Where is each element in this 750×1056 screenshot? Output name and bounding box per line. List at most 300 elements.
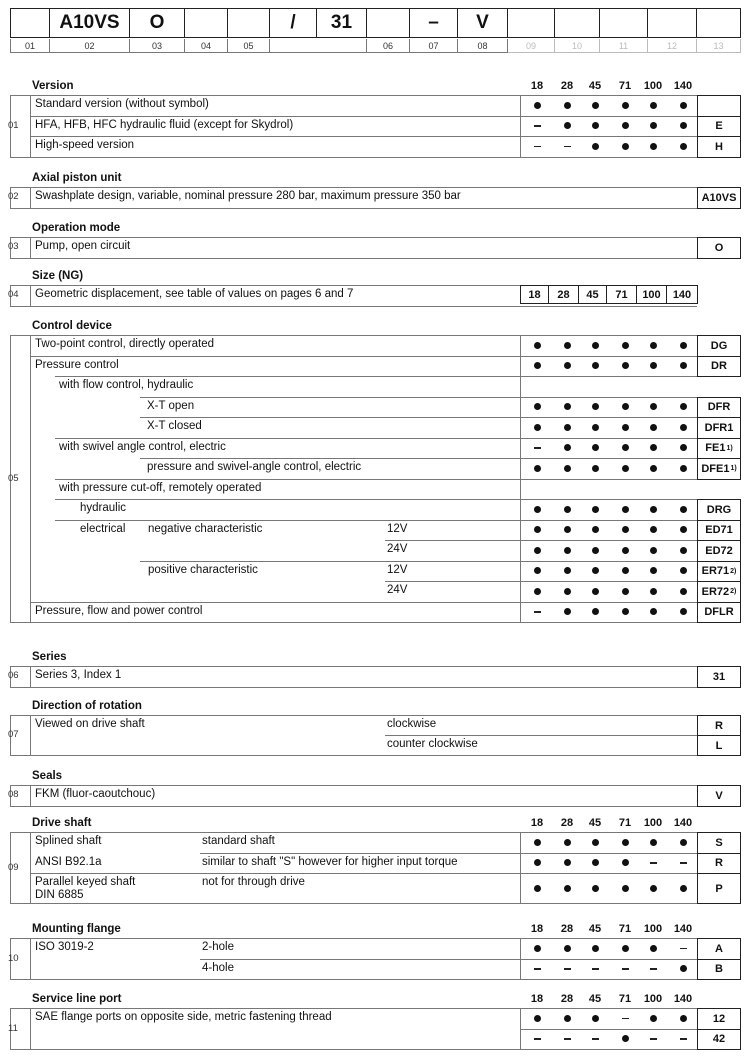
dot-icon bbox=[680, 424, 687, 431]
size-box: 140 bbox=[666, 285, 698, 304]
row-label: Geometric displacement, see table of values on pages 6 and 7 bbox=[35, 288, 354, 300]
filled-dot bbox=[610, 942, 640, 954]
dot-icon bbox=[680, 403, 687, 410]
section-title: Axial piston unit bbox=[32, 172, 122, 184]
dash-icon bbox=[680, 862, 687, 864]
frame-num-divider bbox=[30, 187, 31, 208]
dot-icon bbox=[592, 342, 599, 349]
filled-dot bbox=[580, 99, 610, 111]
filled-dot bbox=[552, 544, 582, 556]
dot-icon bbox=[564, 547, 571, 554]
filled-dot bbox=[610, 544, 640, 556]
dot-icon bbox=[592, 945, 599, 952]
filled-dot bbox=[580, 836, 610, 848]
size-header: 140 bbox=[673, 993, 693, 1005]
dash-icon bbox=[564, 1038, 571, 1040]
size-header: 100 bbox=[643, 923, 663, 935]
dot-icon bbox=[592, 403, 599, 410]
filled-dot bbox=[610, 882, 640, 894]
dot-icon bbox=[534, 342, 541, 349]
frame-bottom bbox=[10, 687, 697, 688]
dot-icon bbox=[592, 122, 599, 129]
code-box bbox=[697, 116, 741, 138]
size-header: 100 bbox=[643, 817, 663, 829]
row-sublabel: counter clockwise bbox=[387, 738, 478, 750]
section-title: Drive shaft bbox=[32, 817, 92, 829]
filled-dot bbox=[610, 120, 640, 132]
filled-dot bbox=[522, 544, 552, 556]
code-box bbox=[697, 1008, 741, 1030]
dot-icon bbox=[622, 362, 629, 369]
row-label: HFA, HFB, HFC hydraulic fluid (except for Skydrol) bbox=[35, 118, 294, 131]
marks-divider bbox=[520, 832, 521, 903]
code-text: 42 bbox=[712, 1033, 726, 1046]
dot-icon bbox=[534, 526, 541, 533]
dot-icon bbox=[534, 362, 541, 369]
size-header: 28 bbox=[560, 80, 574, 92]
frame-bottom bbox=[10, 979, 697, 980]
dot-icon bbox=[592, 885, 599, 892]
filled-dot bbox=[638, 836, 668, 848]
filled-dot bbox=[610, 360, 640, 372]
filled-dot bbox=[552, 503, 582, 515]
filled-dot bbox=[522, 462, 552, 474]
code-box bbox=[697, 602, 741, 624]
dot-icon bbox=[622, 588, 629, 595]
code-box bbox=[185, 8, 228, 38]
row-divider bbox=[30, 136, 697, 137]
dot-icon bbox=[564, 608, 571, 615]
frame-top bbox=[10, 237, 697, 238]
filled-dot bbox=[552, 565, 582, 577]
row-divider bbox=[140, 417, 697, 418]
filled-dot bbox=[552, 99, 582, 111]
frame-top bbox=[10, 938, 697, 939]
position-number: 06 bbox=[367, 39, 410, 53]
filled-dot bbox=[552, 942, 582, 954]
filled-dot bbox=[668, 140, 698, 152]
row-label: Standard version (without symbol) bbox=[35, 98, 209, 110]
frame-top bbox=[10, 715, 697, 716]
row-label: SAE flange ports on opposite side, metric fastening thread bbox=[35, 1011, 332, 1023]
section-number: 02 bbox=[8, 191, 19, 203]
row-divider bbox=[200, 959, 697, 960]
dot-icon bbox=[564, 424, 571, 431]
dot-icon bbox=[534, 567, 541, 574]
row-divider bbox=[55, 438, 697, 439]
dash-icon bbox=[534, 146, 541, 148]
filled-dot bbox=[610, 99, 640, 111]
row-sublabel: 4-hole bbox=[202, 961, 234, 974]
filled-dot bbox=[668, 442, 698, 454]
filled-dot bbox=[638, 1012, 668, 1024]
filled-dot bbox=[610, 585, 640, 597]
dot-icon bbox=[592, 424, 599, 431]
code-box: – bbox=[410, 8, 458, 38]
filled-dot bbox=[668, 360, 698, 372]
dot-icon bbox=[680, 526, 687, 533]
filled-dot bbox=[552, 606, 582, 618]
row-label: with pressure cut-off, remotely operated bbox=[59, 481, 262, 494]
dash-mark bbox=[638, 857, 668, 869]
dot-icon bbox=[650, 1015, 657, 1022]
dash-mark bbox=[522, 442, 552, 454]
dash-icon bbox=[680, 1038, 687, 1040]
size-box: 28 bbox=[548, 285, 579, 304]
filled-dot bbox=[580, 442, 610, 454]
frame-top bbox=[10, 666, 697, 667]
frame-bottom bbox=[10, 755, 697, 756]
row-divider bbox=[200, 853, 697, 854]
dash-icon bbox=[534, 1038, 541, 1040]
dot-icon bbox=[650, 526, 657, 533]
row-label: ANSI B92.1a bbox=[35, 855, 102, 868]
filled-dot bbox=[522, 836, 552, 848]
dot-icon bbox=[534, 547, 541, 554]
code-text: R bbox=[715, 857, 723, 870]
dot-icon bbox=[564, 839, 571, 846]
filled-dot bbox=[580, 140, 610, 152]
dot-icon bbox=[650, 885, 657, 892]
code-box bbox=[697, 832, 741, 854]
filled-dot bbox=[610, 606, 640, 618]
frame-bottom bbox=[10, 622, 697, 623]
dash-icon bbox=[650, 968, 657, 970]
size-header: 18 bbox=[530, 817, 544, 829]
dot-icon bbox=[650, 567, 657, 574]
dot-icon bbox=[592, 608, 599, 615]
dot-icon bbox=[534, 102, 541, 109]
filled-dot bbox=[668, 963, 698, 975]
dot-icon bbox=[680, 547, 687, 554]
row-divider bbox=[55, 499, 697, 500]
dot-icon bbox=[534, 839, 541, 846]
filled-dot bbox=[580, 606, 610, 618]
dot-icon bbox=[534, 945, 541, 952]
dash-mark bbox=[552, 1033, 582, 1045]
row-sublabel: 2-hole bbox=[202, 941, 234, 953]
dot-icon bbox=[680, 122, 687, 129]
dot-icon bbox=[592, 567, 599, 574]
dot-icon bbox=[534, 403, 541, 410]
code-text: H bbox=[715, 140, 723, 153]
code-box bbox=[697, 438, 741, 460]
filled-dot bbox=[638, 524, 668, 536]
section-number: 08 bbox=[8, 789, 19, 801]
dot-icon bbox=[592, 506, 599, 513]
dash-icon bbox=[680, 948, 687, 950]
filled-dot bbox=[552, 836, 582, 848]
dot-icon bbox=[680, 608, 687, 615]
filled-dot bbox=[668, 462, 698, 474]
filled-dot bbox=[638, 544, 668, 556]
filled-dot bbox=[638, 882, 668, 894]
section-title: Service line port bbox=[32, 993, 122, 1005]
code-text: DFLR bbox=[704, 606, 734, 619]
dot-icon bbox=[650, 506, 657, 513]
frame-num-divider bbox=[30, 1008, 31, 1049]
dash-icon bbox=[622, 1018, 629, 1020]
row-label: electrical bbox=[80, 522, 126, 535]
dot-icon bbox=[650, 839, 657, 846]
code-box bbox=[697, 520, 741, 542]
section-number: 07 bbox=[8, 729, 19, 740]
voltage-label: 24V bbox=[387, 543, 408, 555]
code-box bbox=[697, 187, 741, 209]
code-box bbox=[697, 735, 741, 756]
code-text: ER72 bbox=[701, 585, 730, 598]
frame-bottom bbox=[10, 1049, 697, 1050]
filled-dot bbox=[668, 836, 698, 848]
position-number: 13 bbox=[697, 39, 741, 53]
code-box bbox=[648, 8, 697, 38]
filled-dot bbox=[522, 503, 552, 515]
filled-dot bbox=[522, 585, 552, 597]
row-label: High-speed version bbox=[35, 139, 135, 151]
row-divider bbox=[55, 376, 697, 377]
dash-icon bbox=[534, 125, 541, 127]
code-text: O bbox=[714, 241, 724, 254]
row-label: Viewed on drive shaft bbox=[35, 718, 145, 730]
code-box bbox=[600, 8, 648, 38]
filled-dot bbox=[522, 401, 552, 413]
code-box: V bbox=[458, 8, 508, 38]
position-number: 05 bbox=[228, 39, 270, 53]
code-text: A10VS bbox=[701, 191, 737, 204]
footnote-ref: 1) bbox=[730, 465, 737, 473]
filled-dot bbox=[668, 421, 698, 433]
section-number: 04 bbox=[8, 289, 19, 301]
dot-icon bbox=[622, 122, 629, 129]
dot-icon bbox=[592, 362, 599, 369]
filled-dot bbox=[552, 401, 582, 413]
section-title: Seals bbox=[32, 770, 63, 782]
row-divider bbox=[140, 397, 697, 398]
dot-icon bbox=[680, 444, 687, 451]
dot-icon bbox=[680, 342, 687, 349]
filled-dot bbox=[638, 606, 668, 618]
code-box bbox=[697, 938, 741, 960]
dot-icon bbox=[622, 547, 629, 554]
code-box: A10VS bbox=[50, 8, 130, 38]
code-text: E bbox=[715, 120, 723, 133]
dot-icon bbox=[592, 547, 599, 554]
filled-dot bbox=[668, 339, 698, 351]
row-label-2: DIN 6885 bbox=[35, 889, 84, 901]
size-header: 45 bbox=[588, 923, 602, 935]
dot-icon bbox=[592, 839, 599, 846]
row-divider bbox=[30, 873, 697, 874]
filled-dot bbox=[638, 585, 668, 597]
dot-icon bbox=[622, 567, 629, 574]
code-text: ED71 bbox=[705, 524, 733, 537]
code-box bbox=[697, 397, 741, 419]
dot-icon bbox=[622, 526, 629, 533]
frame-top bbox=[10, 1008, 697, 1009]
frame-bottom bbox=[10, 258, 697, 259]
filled-dot bbox=[668, 1012, 698, 1024]
code-box bbox=[697, 540, 741, 562]
dash-mark bbox=[610, 1012, 640, 1024]
position-number: 02 bbox=[50, 39, 130, 53]
frame-num-divider bbox=[30, 715, 31, 755]
filled-dot bbox=[552, 1012, 582, 1024]
code-text: V bbox=[715, 789, 723, 802]
filled-dot bbox=[552, 882, 582, 894]
code-text: DRG bbox=[706, 503, 732, 516]
frame-top bbox=[10, 187, 697, 188]
section-number: 06 bbox=[8, 670, 19, 682]
dot-icon bbox=[622, 465, 629, 472]
row-label: X-T closed bbox=[147, 420, 202, 432]
dot-icon bbox=[564, 567, 571, 574]
dot-icon bbox=[534, 885, 541, 892]
size-header: 140 bbox=[673, 80, 693, 92]
filled-dot bbox=[668, 585, 698, 597]
dot-icon bbox=[564, 885, 571, 892]
filled-dot bbox=[580, 882, 610, 894]
size-header: 18 bbox=[530, 993, 544, 1005]
code-box bbox=[697, 95, 741, 117]
dot-icon bbox=[622, 885, 629, 892]
dot-icon bbox=[680, 839, 687, 846]
row-label: Pressure control bbox=[35, 358, 119, 371]
code-text: 31 bbox=[712, 670, 726, 683]
footnote-ref: 1) bbox=[726, 444, 733, 452]
section-title: Mounting flange bbox=[32, 923, 121, 935]
frame-top bbox=[10, 335, 697, 336]
filled-dot bbox=[580, 421, 610, 433]
filled-dot bbox=[522, 882, 552, 894]
row-divider bbox=[385, 581, 697, 582]
row-divider bbox=[140, 561, 697, 562]
code-text: DR bbox=[711, 360, 727, 373]
marks-divider bbox=[520, 938, 521, 979]
filled-dot bbox=[610, 836, 640, 848]
position-number: 08 bbox=[458, 39, 508, 53]
row-sublabel: similar to shaft "S" however for higher input torque bbox=[202, 855, 458, 868]
section-number: 03 bbox=[8, 241, 19, 253]
row-label: Pump, open circuit bbox=[35, 240, 131, 252]
frame-num-divider bbox=[30, 832, 31, 903]
section-title: Size (NG) bbox=[32, 270, 84, 282]
frame-num-divider bbox=[30, 335, 31, 622]
row-sublabel: clockwise bbox=[387, 718, 437, 730]
frame-bottom bbox=[10, 806, 697, 807]
filled-dot bbox=[638, 565, 668, 577]
code-box bbox=[367, 8, 410, 38]
marks-divider bbox=[520, 95, 521, 157]
section-title: Operation mode bbox=[32, 222, 121, 234]
code-text: DFE1 bbox=[701, 462, 730, 475]
frame-bottom bbox=[10, 157, 697, 158]
size-header: 28 bbox=[560, 993, 574, 1005]
filled-dot bbox=[552, 120, 582, 132]
row-sublabel: standard shaft bbox=[202, 835, 275, 847]
code-text: P bbox=[715, 882, 723, 895]
filled-dot bbox=[580, 942, 610, 954]
dot-icon bbox=[564, 506, 571, 513]
code-box bbox=[697, 458, 741, 480]
dash-icon bbox=[650, 1038, 657, 1040]
filled-dot bbox=[580, 339, 610, 351]
dot-icon bbox=[564, 102, 571, 109]
dot-icon bbox=[534, 859, 541, 866]
code-box bbox=[697, 715, 741, 736]
dash-icon bbox=[592, 968, 599, 970]
filled-dot bbox=[668, 565, 698, 577]
dot-icon bbox=[622, 506, 629, 513]
dot-icon bbox=[534, 506, 541, 513]
row-label: ISO 3019-2 bbox=[35, 941, 94, 953]
dash-mark bbox=[522, 140, 552, 152]
filled-dot bbox=[638, 99, 668, 111]
dot-icon bbox=[622, 608, 629, 615]
size-box: 71 bbox=[606, 285, 637, 304]
filled-dot bbox=[610, 140, 640, 152]
position-number: 10 bbox=[555, 39, 600, 53]
filled-dot bbox=[552, 339, 582, 351]
code-box bbox=[697, 561, 741, 583]
dash-icon bbox=[564, 968, 571, 970]
dot-icon bbox=[680, 102, 687, 109]
filled-dot bbox=[580, 1012, 610, 1024]
dot-icon bbox=[650, 465, 657, 472]
code-box bbox=[697, 853, 741, 875]
filled-dot bbox=[668, 544, 698, 556]
frame-num-divider bbox=[30, 95, 31, 157]
filled-dot bbox=[522, 99, 552, 111]
code-box bbox=[697, 959, 741, 981]
row-label: X-T open bbox=[147, 399, 195, 412]
position-number: 12 bbox=[648, 39, 697, 53]
footnote-ref: 2) bbox=[730, 588, 737, 596]
frame-num-divider bbox=[30, 237, 31, 258]
position-number: 07 bbox=[410, 39, 458, 53]
code-box: / bbox=[270, 8, 317, 38]
dash-mark bbox=[580, 1033, 610, 1045]
code-text: A bbox=[715, 942, 723, 955]
size-box: 18 bbox=[520, 285, 549, 304]
section-number: 09 bbox=[8, 861, 19, 873]
frame-num-divider bbox=[30, 285, 31, 306]
code-box: 31 bbox=[317, 8, 367, 38]
code-box bbox=[10, 8, 50, 38]
row-label: Two-point control, directly operated bbox=[35, 338, 214, 350]
dash-mark bbox=[638, 963, 668, 975]
filled-dot bbox=[610, 401, 640, 413]
dash-mark bbox=[522, 963, 552, 975]
dot-icon bbox=[564, 465, 571, 472]
dot-icon bbox=[564, 444, 571, 451]
row-divider bbox=[55, 520, 697, 521]
dash-icon bbox=[534, 968, 541, 970]
filled-dot bbox=[638, 401, 668, 413]
filled-dot bbox=[580, 544, 610, 556]
filled-dot bbox=[668, 606, 698, 618]
voltage-label: 12V bbox=[387, 522, 408, 535]
dot-icon bbox=[534, 588, 541, 595]
dot-icon bbox=[622, 143, 629, 150]
row-divider bbox=[385, 540, 697, 541]
frame-bottom bbox=[10, 306, 697, 307]
dot-icon bbox=[592, 143, 599, 150]
size-box: 45 bbox=[578, 285, 607, 304]
dot-icon bbox=[622, 839, 629, 846]
row-divider bbox=[140, 458, 697, 459]
frame-num-divider bbox=[30, 785, 31, 806]
filled-dot bbox=[580, 360, 610, 372]
